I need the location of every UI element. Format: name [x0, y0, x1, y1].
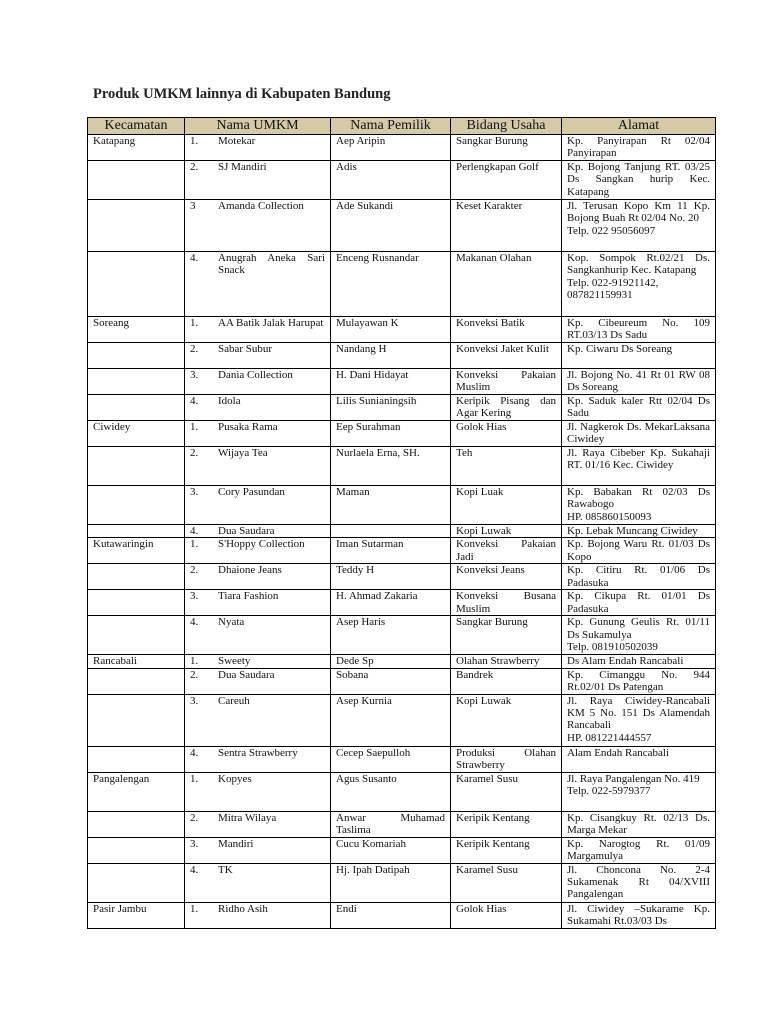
cell-bidang-usaha: Konveksi Busana Muslim — [451, 590, 562, 616]
cell-alamat — [562, 694, 716, 746]
cell-kecamatan: Ciwidey — [88, 420, 185, 446]
umkm-name: S'Hoppy Collection — [218, 538, 305, 551]
cell-alamat — [562, 538, 716, 564]
umkm-name: Sentra Strawberry — [218, 746, 298, 759]
alamat-phone: Telp. 022-5979377 — [567, 785, 651, 798]
cell-nama-umkm — [185, 160, 331, 199]
cell-nama-pemilik — [331, 524, 451, 537]
umkm-number: 4. — [190, 863, 199, 876]
cell-kecamatan — [88, 616, 185, 655]
cell-kecamatan — [88, 590, 185, 616]
table-header-row — [88, 118, 716, 135]
table-row — [88, 668, 716, 694]
cell-kecamatan — [88, 160, 185, 199]
table-row — [88, 902, 716, 928]
cell-alamat — [562, 772, 716, 811]
cell-nama-umkm — [185, 811, 331, 837]
umkm-number: 2. — [190, 811, 199, 824]
table-row — [88, 590, 716, 616]
cell-nama-pemilik: Endi — [331, 902, 451, 928]
cell-nama-umkm — [185, 655, 331, 668]
cell-nama-pemilik: Eep Surahman — [331, 420, 451, 446]
cell-alamat — [562, 590, 716, 616]
alamat-line: Kp. Citiru Rt. 01/06 Ds Padasuka — [567, 564, 710, 589]
cell-nama-pemilik: Asep Kurnia — [331, 694, 451, 746]
table-row — [88, 446, 716, 485]
cell-alamat — [562, 394, 716, 420]
umkm-number: 4. — [190, 251, 199, 264]
umkm-number: 1. — [190, 772, 199, 785]
cell-nama-umkm — [185, 538, 331, 564]
umkm-name: Careuh — [218, 694, 250, 707]
cell-kecamatan — [88, 368, 185, 394]
cell-alamat — [562, 837, 716, 863]
cell-alamat — [562, 446, 716, 485]
cell-nama-umkm — [185, 590, 331, 616]
umkm-name: Dua Saudara — [218, 668, 275, 681]
cell-kecamatan — [88, 837, 185, 863]
alamat-line: Jl. Raya Cibeber Kp. Sukahaji RT. 01/16 Kec. Ciwidey — [567, 446, 710, 472]
umkm-name: Dania Collection — [218, 368, 293, 381]
alamat-phone: Telp. 022-91921142, 087821159931 — [567, 276, 659, 302]
cell-bidang-usaha: Produksi Olahan Strawberry — [451, 746, 562, 772]
umkm-number: 1. — [190, 902, 199, 915]
cell-alamat — [562, 485, 716, 524]
cell-kecamatan: Pasir Jambu — [88, 902, 185, 928]
table-body — [88, 135, 716, 929]
umkm-number: 1. — [190, 655, 199, 668]
cell-kecamatan — [88, 694, 185, 746]
header-nama-umkm: Nama UMKM — [185, 118, 331, 135]
umkm-number: 4. — [190, 394, 199, 407]
alamat-line: Kop. Sompok Rt.02/21 Ds. Sangkanhurip Kec. Katapang — [567, 251, 710, 277]
umkm-number: 3. — [190, 837, 199, 850]
cell-bidang-usaha: Makanan Olahan — [451, 251, 562, 316]
cell-alamat — [562, 668, 716, 694]
cell-bidang-usaha: Konveksi Jaket Kulit — [451, 342, 562, 368]
cell-bidang-usaha: Keset Karakter — [451, 199, 562, 251]
umkm-name: Motekar — [218, 135, 256, 147]
alamat-line: Kp. Ciwaru Ds Soreang — [567, 342, 673, 355]
cell-alamat — [562, 420, 716, 446]
cell-bidang-usaha: Golok Hias — [451, 902, 562, 928]
umkm-number: 1. — [190, 420, 199, 433]
cell-nama-umkm — [185, 316, 331, 342]
cell-bidang-usaha: Konveksi Jeans — [451, 564, 562, 590]
cell-nama-pemilik: Enceng Rusnandar — [331, 251, 451, 316]
cell-nama-umkm — [185, 485, 331, 524]
cell-alamat — [562, 811, 716, 837]
cell-nama-pemilik: H. Ahmad Zakaria — [331, 590, 451, 616]
umkm-number: 2. — [190, 668, 199, 681]
table-row — [88, 694, 716, 746]
table-row — [88, 135, 716, 161]
cell-nama-umkm — [185, 863, 331, 902]
umkm-name: TK — [218, 863, 233, 876]
cell-kecamatan: Kutawaringin — [88, 538, 185, 564]
umkm-name: Idola — [218, 394, 241, 407]
cell-nama-umkm — [185, 616, 331, 655]
umkm-number: 2. — [190, 160, 199, 173]
cell-nama-pemilik: Hj. Ipah Datipah — [331, 863, 451, 902]
table-row — [88, 199, 716, 251]
table-row — [88, 746, 716, 772]
cell-alamat — [562, 199, 716, 251]
table-row — [88, 655, 716, 668]
umkm-name: AA Batik Jalak Harupat — [218, 316, 324, 329]
cell-alamat — [562, 135, 716, 161]
alamat-line: Kp. Narogtog Rt. 01/09 Margamulya — [567, 837, 710, 863]
alamat-line: Jl. Raya Ciwidey-Rancabali KM 5 No. 151 Ds Alamendah Rancabali — [567, 694, 710, 732]
cell-nama-umkm — [185, 420, 331, 446]
cell-alamat — [562, 746, 716, 772]
table-row — [88, 394, 716, 420]
cell-bidang-usaha: Kopi Luwak — [451, 694, 562, 746]
alamat-line: Kp. Saduk kaler Rtt 02/04 Ds Sadu — [567, 394, 710, 420]
cell-kecamatan: Pangalengan — [88, 772, 185, 811]
table-row — [88, 837, 716, 863]
umkm-number: 1. — [190, 135, 199, 147]
umkm-number: 3. — [190, 590, 199, 603]
alamat-line: Jl. Raya Pangalengan No. 419 — [567, 772, 700, 785]
alamat-line: Kp. Babakan Rt 02/03 Ds Rawabogo — [567, 485, 710, 511]
table-row — [88, 811, 716, 837]
cell-bidang-usaha: Konveksi Batik — [451, 316, 562, 342]
cell-nama-umkm — [185, 837, 331, 863]
cell-nama-umkm — [185, 694, 331, 746]
cell-alamat — [562, 368, 716, 394]
alamat-line: Kp. Lebak Muncang Ciwidey — [567, 524, 698, 537]
cell-bidang-usaha: Konveksi Pakaian Jadi — [451, 538, 562, 564]
cell-nama-pemilik: Aep Aripin — [331, 135, 451, 161]
cell-kecamatan — [88, 811, 185, 837]
umkm-name: Wijaya Tea — [218, 446, 268, 459]
cell-nama-umkm — [185, 446, 331, 485]
alamat-line: Jl. Bojong No. 41 Rt 01 RW 08 Ds Soreang — [567, 368, 710, 394]
cell-bidang-usaha: Bandrek — [451, 668, 562, 694]
alamat-line: Kp. Bojong Waru Rt. 01/03 Ds Kopo — [567, 538, 710, 563]
alamat-line: Jl. Terusan Kopo Km 11 Kp. Bojong Buah Rt 02/04 No. 20 — [567, 199, 710, 225]
cell-alamat — [562, 863, 716, 902]
cell-kecamatan — [88, 668, 185, 694]
cell-nama-pemilik: Cucu Komariah — [331, 837, 451, 863]
cell-nama-pemilik: Anwar Muhamad Taslima — [331, 811, 451, 837]
cell-nama-pemilik: Maman — [331, 485, 451, 524]
alamat-line: Ds Alam Endah Rancabali — [567, 655, 684, 668]
table-row — [88, 538, 716, 564]
umkm-number: 4. — [190, 524, 199, 537]
cell-bidang-usaha: Sangkar Burung — [451, 135, 562, 161]
cell-bidang-usaha: Keripik Pisang dan Agar Kering — [451, 394, 562, 420]
umkm-table — [87, 117, 716, 929]
umkm-name: Sweety — [218, 655, 251, 668]
umkm-number: 4. — [190, 616, 199, 629]
cell-alamat — [562, 316, 716, 342]
table-row — [88, 368, 716, 394]
cell-kecamatan — [88, 251, 185, 316]
umkm-name: Kopyes — [218, 772, 252, 785]
cell-nama-pemilik: Cecep Saepulloh — [331, 746, 451, 772]
table-row — [88, 772, 716, 811]
cell-bidang-usaha: Teh — [451, 446, 562, 485]
cell-nama-umkm — [185, 135, 331, 161]
table-row — [88, 420, 716, 446]
cell-alamat — [562, 655, 716, 668]
umkm-number: 3. — [190, 485, 199, 498]
table-row — [88, 251, 716, 316]
umkm-number: 3 — [190, 199, 196, 212]
cell-nama-pemilik: Agus Susanto — [331, 772, 451, 811]
alamat-phone: Telp. 081910502039 — [567, 641, 658, 654]
header-nama-pemilik: Nama Pemilik — [331, 118, 451, 135]
table-row — [88, 485, 716, 524]
cell-kecamatan — [88, 342, 185, 368]
cell-nama-pemilik: Nandang H — [331, 342, 451, 368]
cell-kecamatan: Katapang — [88, 135, 185, 161]
cell-nama-pemilik: Teddy H — [331, 564, 451, 590]
cell-alamat — [562, 524, 716, 537]
alamat-line: Kp. Cimanggu No. 944 Rt.02/01 Ds Patengan — [567, 668, 710, 694]
cell-kecamatan: Soreang — [88, 316, 185, 342]
cell-alamat — [562, 616, 716, 655]
alamat-line: Kp. Bojong Tanjung RT. 03/25 Ds Sangkan hurip Kec. Katapang — [567, 160, 710, 198]
cell-bidang-usaha: Kopi Luwak — [451, 524, 562, 537]
umkm-name: Dhaione Jeans — [218, 564, 282, 577]
cell-nama-umkm — [185, 394, 331, 420]
umkm-number: 2. — [190, 446, 199, 459]
cell-nama-pemilik: Adis — [331, 160, 451, 199]
cell-nama-pemilik: Nurlaela Erna, SH. — [331, 446, 451, 485]
cell-kecamatan — [88, 485, 185, 524]
header-alamat: Alamat — [562, 118, 716, 135]
cell-kecamatan — [88, 446, 185, 485]
cell-bidang-usaha: Olahan Strawberry — [451, 655, 562, 668]
cell-nama-pemilik: Lilis Sunianingsih — [331, 394, 451, 420]
alamat-line: Kp. Gunung Geulis Rt. 01/11 Ds Sukamulya — [567, 616, 710, 641]
alamat-line: Kp. Cibeureum No. 109 RT.03/13 Ds Sadu — [567, 316, 710, 342]
table-row — [88, 564, 716, 590]
cell-kecamatan — [88, 199, 185, 251]
umkm-number: 3. — [190, 368, 199, 381]
cell-alamat — [562, 342, 716, 368]
umkm-name: Tiara Fashion — [218, 590, 279, 603]
cell-bidang-usaha: Konveksi Pakaian Muslim — [451, 368, 562, 394]
cell-bidang-usaha: Karamel Susu — [451, 863, 562, 902]
document-title: Produk UMKM lainnya di Kabupaten Bandung — [93, 86, 391, 102]
cell-nama-umkm — [185, 902, 331, 928]
cell-alamat — [562, 564, 716, 590]
cell-nama-umkm — [185, 772, 331, 811]
cell-bidang-usaha: Keripik Kentang — [451, 811, 562, 837]
alamat-line: Kp. Cikupa Rt. 01/01 Ds Padasuka — [567, 590, 710, 615]
table-row — [88, 863, 716, 902]
cell-nama-pemilik: Ade Sukandi — [331, 199, 451, 251]
alamat-line: Jl. Nagkerok Ds. MekarLaksana Ciwidey — [567, 420, 710, 446]
cell-bidang-usaha: Golok Hias — [451, 420, 562, 446]
umkm-name: SJ Mandiri — [218, 160, 267, 173]
cell-nama-pemilik: Iman Sutarman — [331, 538, 451, 564]
umkm-name: Cory Pasundan — [218, 485, 285, 498]
umkm-name: Mandiri — [218, 837, 254, 850]
cell-nama-umkm — [185, 564, 331, 590]
cell-nama-umkm — [185, 342, 331, 368]
cell-bidang-usaha: Kopi Luak — [451, 485, 562, 524]
cell-kecamatan: Rancabali — [88, 655, 185, 668]
cell-kecamatan — [88, 394, 185, 420]
umkm-number: 1. — [190, 316, 199, 329]
umkm-name: Dua Saudara — [218, 524, 275, 537]
umkm-number: 2. — [190, 342, 199, 355]
cell-nama-umkm — [185, 199, 331, 251]
cell-nama-umkm — [185, 524, 331, 537]
cell-kecamatan — [88, 746, 185, 772]
cell-bidang-usaha: Sangkar Burung — [451, 616, 562, 655]
alamat-line: Alam Endah Rancabali — [567, 746, 670, 759]
cell-nama-pemilik: Asep Haris — [331, 616, 451, 655]
table-row — [88, 524, 716, 537]
umkm-number: 1. — [190, 538, 199, 551]
umkm-name: Mitra Wilaya — [218, 811, 277, 824]
header-bidang-usaha: Bidang Usaha — [451, 118, 562, 135]
table-row — [88, 160, 716, 199]
umkm-name: Amanda Collection — [218, 199, 304, 212]
table-row — [88, 342, 716, 368]
umkm-name: Anugrah Aneka Sari Snack — [218, 251, 325, 277]
umkm-number: 2. — [190, 564, 199, 577]
table-row — [88, 316, 716, 342]
header-kecamatan: Kecamatan — [88, 118, 185, 135]
alamat-phone: Telp. 022 95056097 — [567, 224, 656, 237]
cell-nama-pemilik: Dede Sp — [331, 655, 451, 668]
cell-alamat — [562, 160, 716, 199]
alamat-line: Jl. Choncona No. 2-4 Sukamenak Rt 04/XVIII Pangalengan — [567, 863, 710, 901]
umkm-name: Pusaka Rama — [218, 420, 278, 433]
cell-nama-pemilik: H. Dani Hidayat — [331, 368, 451, 394]
umkm-name: Sabar Subur — [218, 342, 273, 355]
cell-nama-umkm — [185, 368, 331, 394]
cell-bidang-usaha: Keripik Kentang — [451, 837, 562, 863]
alamat-line: Jl. Ciwidey –Sukarame Kp. Sukamahi Rt.03/03 Ds — [567, 902, 710, 928]
alamat-phone: HP. 085860150093 — [567, 510, 652, 523]
cell-bidang-usaha: Perlengkapan Golf — [451, 160, 562, 199]
umkm-name: Ridho Asih — [218, 902, 268, 915]
alamat-line: Kp. Cisangkuy Rt. 02/13 Ds. Marga Mekar — [567, 811, 710, 837]
cell-nama-umkm — [185, 668, 331, 694]
umkm-number: 4. — [190, 746, 199, 759]
alamat-phone: HP. 081221444557 — [567, 731, 652, 744]
table-row — [88, 616, 716, 655]
cell-alamat — [562, 902, 716, 928]
cell-bidang-usaha: Karamel Susu — [451, 772, 562, 811]
umkm-name: Nyata — [218, 616, 245, 629]
cell-kecamatan — [88, 524, 185, 537]
umkm-number: 3. — [190, 694, 199, 707]
cell-nama-umkm — [185, 251, 331, 316]
cell-nama-pemilik: Sobana — [331, 668, 451, 694]
cell-nama-pemilik: Mulayawan K — [331, 316, 451, 342]
cell-kecamatan — [88, 564, 185, 590]
alamat-line: Kp. Panyirapan Rt 02/04 Panyirapan — [567, 135, 710, 160]
cell-alamat — [562, 251, 716, 316]
cell-kecamatan — [88, 863, 185, 902]
cell-nama-umkm — [185, 746, 331, 772]
